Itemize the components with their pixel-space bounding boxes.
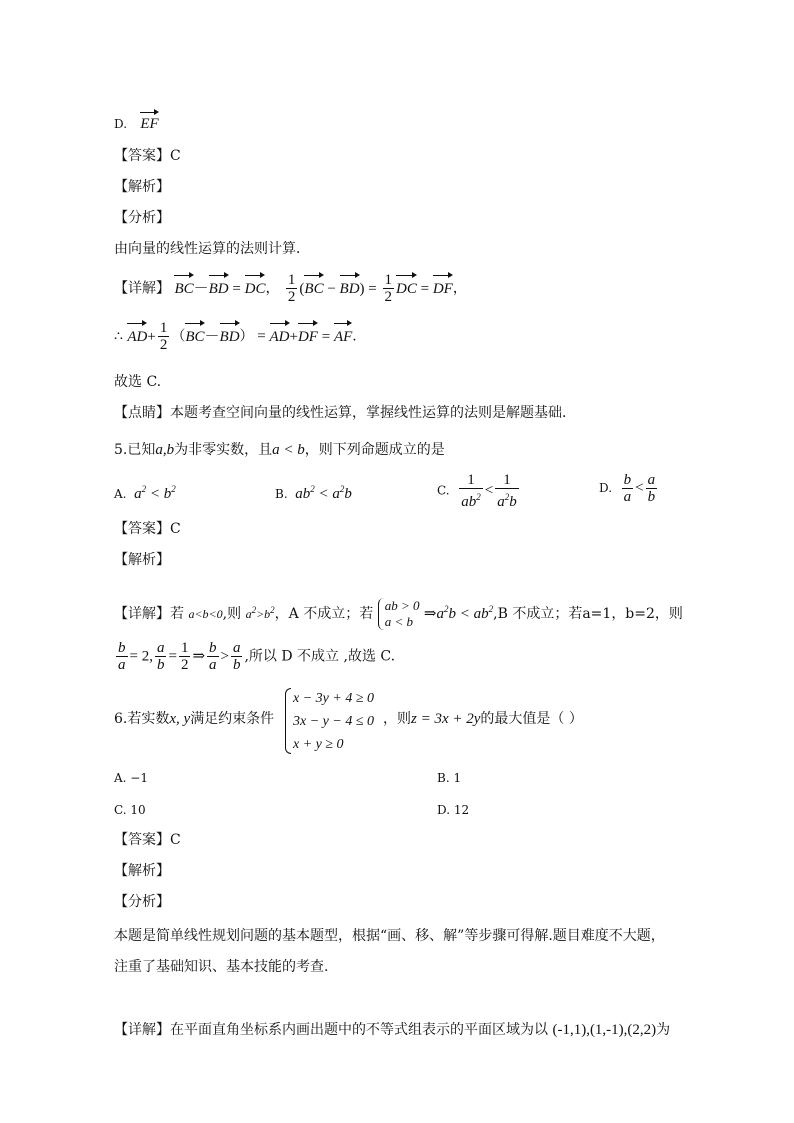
vector-ef: EF: [140, 110, 158, 133]
q6-answer: 【答案】C: [114, 832, 181, 848]
q6-fenxi-line1: 本题是简单线性规划问题的基本题型，根据“画、移、解”等步骤可得解.题目难度不大题，: [114, 928, 665, 944]
q4-therefore: ∴ AD+ $\frac{1}{2}$ （BC－BD） = AD+DF = AF.: [114, 320, 357, 353]
fraction-half: $\frac{1}{2}$: [287, 272, 296, 305]
q5-detail: 【详解】若 a<b<0,则 $a^2>b^2$，A 不成立；若 ab > 0 a < b $\Rightarrow a^2b < ab^2,B$ 不成立；若a=1，b=2，则: [114, 598, 683, 629]
option-letter: D.: [114, 117, 128, 131]
q6-option-b: B. 1: [437, 771, 462, 785]
q4-fenxi-text: 由向量的线性运算的法则计算．: [114, 241, 310, 257]
q4-answer: 【答案】C: [114, 148, 181, 164]
q4-option-d: [114, 110, 159, 133]
q4-conclusion: 故选 C.: [114, 374, 162, 390]
q6-constraints: x − 3y + 4 ≥ 0 3x − y − 4 ≤ 0 x + y ≥ 0: [293, 691, 375, 752]
q6-fenxi-line2: 注重了基础知识、基本技能的考查.: [114, 959, 329, 975]
q5-option-a: A. $a^2 < b^2$: [114, 484, 176, 502]
therefore-symbol: ∴: [114, 328, 123, 345]
q5-option-b: B. $ab^2 < a^2b$: [275, 484, 352, 502]
q4-detail: 【详解】 BC－BD = DC， $\frac{1}{2}$ (BC − BD) = $\frac{1}{2}$ DC = DF，: [114, 272, 467, 305]
q6-option-a: A. −1: [114, 771, 148, 785]
q6-detail: 【详解】在平面直角坐标系内画出题中的不等式组表示的平面区域为以 (-1,1),(1,-1),(2,2)为: [114, 1022, 671, 1038]
q5-option-d: D. $\frac{b}{a}$ < $\frac{a}{b}$: [599, 472, 656, 505]
q6-option-d: D. 12: [437, 803, 470, 817]
q6-option-c: C. 10: [114, 803, 146, 817]
q6-analysis-tag: 【解析】: [114, 863, 170, 879]
q5-answer: 【答案】C: [114, 521, 181, 537]
q6-objective: ，则z = 3x + 2y的最大值是（ ）: [383, 711, 583, 727]
q6-stem: 6.若实数x, y满足约束条件: [114, 711, 275, 727]
q4-fenxi-tag: 【分析】: [114, 210, 170, 226]
q5-analysis-tag: 【解析】: [114, 552, 170, 568]
q5-option-c: C. $\frac{1}{ab^2}$ < $\frac{1}{a^2b}$: [437, 472, 517, 510]
q4-analysis-tag: 【解析】: [114, 179, 170, 195]
detail-tag: 【详解】: [114, 280, 170, 297]
q4-comment: 【点睛】本题考查空间向量的线性运算，掌握线性运算的法则是解题基础．: [114, 405, 576, 421]
constraint-brace: [285, 688, 291, 754]
q5-stem: 5.已知a,b为非零实数，且a < b，则下列命题成立的是: [114, 442, 445, 458]
q5-detail-cont: $\frac{b}{a}$ = 2, $\frac{a}{b}$ = $\frac{1}{2}$ ⇒ $\frac{b}{a}$ > $\frac{a}{b}$ ,所以 D 不成立 ,故选 C.: [118, 640, 396, 673]
q6-fenxi-tag: 【分析】: [114, 894, 170, 910]
